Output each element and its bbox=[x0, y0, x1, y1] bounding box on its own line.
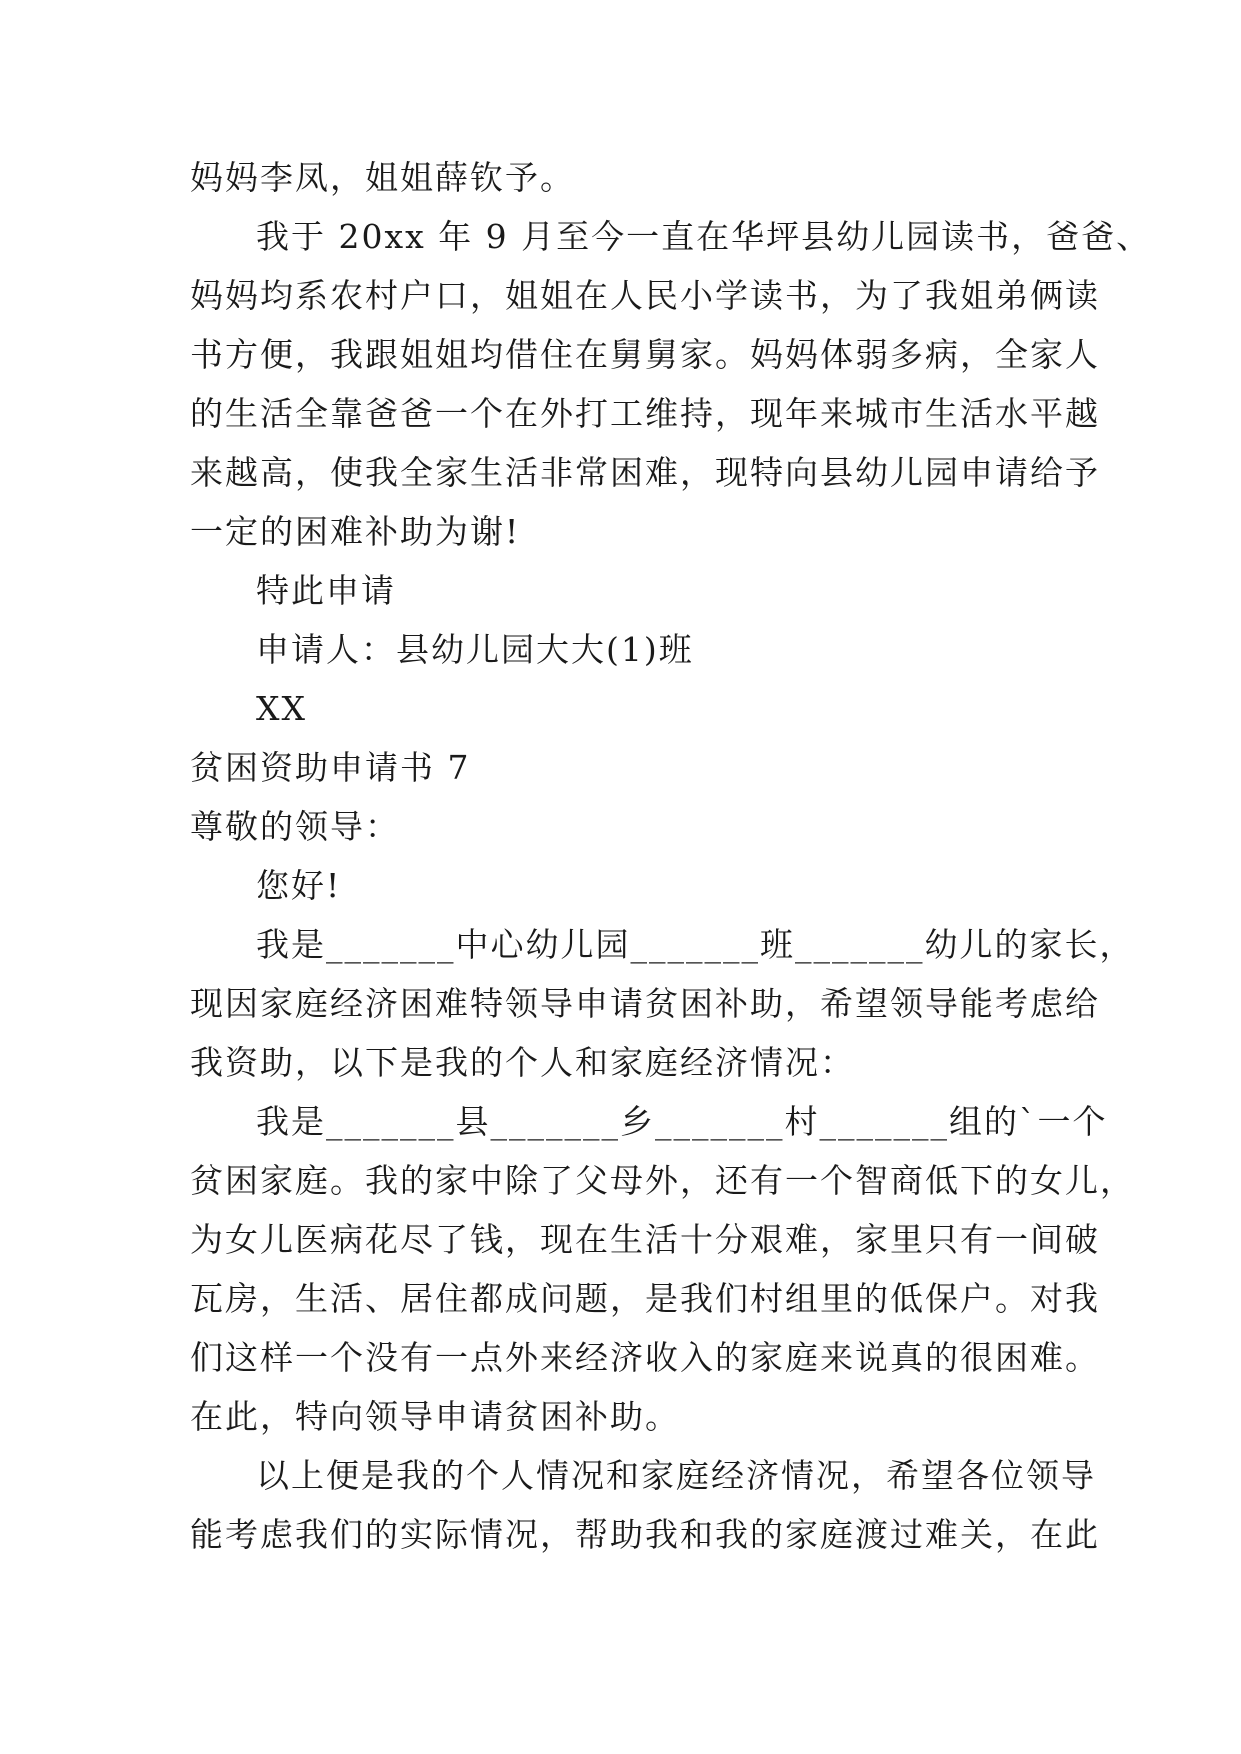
section-title: 贫困资助申请书 7 bbox=[190, 748, 471, 787]
text-line: 为女儿医病花尽了钱，现在生活十分艰难，家里只有一间破 bbox=[190, 1220, 1100, 1259]
text-line: 我是_______县_______乡_______村_______组的`一个 bbox=[256, 1102, 1108, 1141]
applicant-name: XX bbox=[256, 689, 307, 728]
closing-phrase: 特此申请 bbox=[256, 571, 396, 610]
text-line: 妈妈李凤，姐姐薛钦予。 bbox=[190, 158, 575, 197]
text-line: 妈妈均系农村户口，姐姐在人民小学读书，为了我姐弟俩读 bbox=[190, 276, 1100, 315]
document-body bbox=[190, 148, 1152, 1564]
text-line: 在此，特向领导申请贫困补助。 bbox=[190, 1397, 680, 1436]
text-line: 贫困家庭。我的家中除了父母外，还有一个智商低下的女儿， bbox=[190, 1161, 1135, 1200]
text-line: 来越高，使我全家生活非常困难，现特向县幼儿园申请给予 bbox=[190, 453, 1100, 492]
applicant-line: 申请人：县幼儿园大大(1)班 bbox=[256, 630, 694, 669]
text-line: 一定的困难补助为谢! bbox=[190, 512, 521, 551]
text-line: 现因家庭经济困难特领导申请贫困补助，希望领导能考虑给 bbox=[190, 984, 1100, 1023]
text-line: 我资助，以下是我的个人和家庭经济情况： bbox=[190, 1043, 855, 1082]
text-line: 能考虑我们的实际情况，帮助我和我的家庭渡过难关，在此 bbox=[190, 1515, 1100, 1554]
salutation: 尊敬的领导： bbox=[190, 807, 400, 846]
text-line: 们这样一个没有一点外来经济收入的家庭来说真的很困难。 bbox=[190, 1338, 1100, 1377]
greeting: 您好! bbox=[256, 866, 342, 905]
text-line: 我是_______中心幼儿园_______班_______幼儿的家长， bbox=[256, 925, 1135, 964]
text-line: 我于 20xx 年 9 月至今一直在华坪县幼儿园读书，爸爸、 bbox=[256, 217, 1152, 256]
text-line: 书方便，我跟姐姐均借住在舅舅家。妈妈体弱多病，全家人 bbox=[190, 335, 1100, 374]
text-line: 的生活全靠爸爸一个在外打工维持，现年来城市生活水平越 bbox=[190, 394, 1100, 433]
text-line: 以上便是我的个人情况和家庭经济情况，希望各位领导 bbox=[256, 1456, 1096, 1495]
text-line: 瓦房，生活、居住都成问题，是我们村组里的低保户。对我 bbox=[190, 1279, 1100, 1318]
